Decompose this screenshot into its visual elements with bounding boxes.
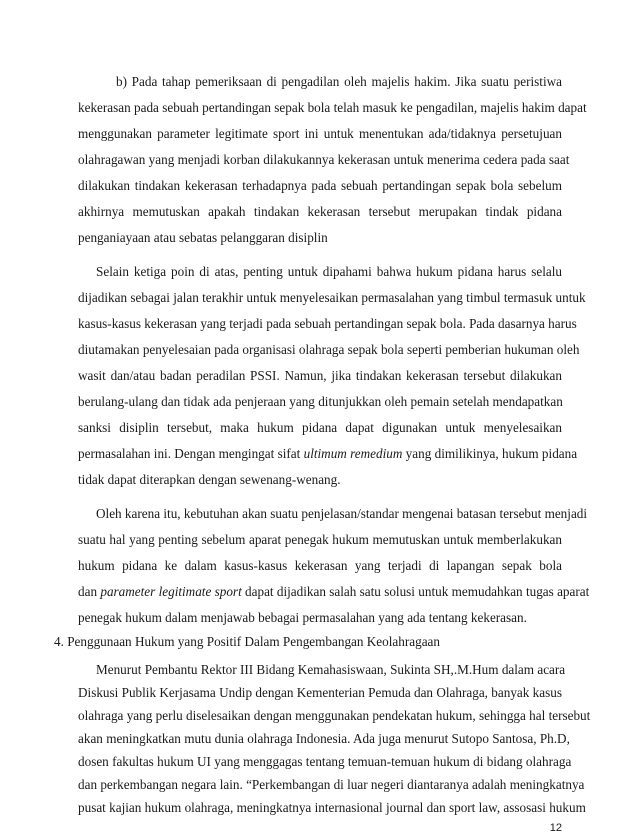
- text-run: dan: [78, 584, 101, 599]
- text-run: dapat dijadikan salah satu solusi untuk memudahkan tugas aparat: [241, 584, 590, 599]
- paragraph-line: akhirnya memutuskan apakah tindakan kekerasan tersebut merupakan tindak pidana: [78, 204, 562, 219]
- paragraph-line: penganiayaan atau sebatas pelanggaran disiplin: [78, 230, 328, 245]
- text-run: permasalahan ini. Dengan mengingat sifat: [78, 446, 304, 461]
- paragraph-line: Menurut Pembantu Rektor III Bidang Kemahasiswaan, Sukinta SH,.M.Hum dalam acara: [96, 662, 566, 677]
- section-heading: 4. Penggunaan Hukum yang Positif Dalam Pengembangan Keolahragaan: [54, 634, 441, 649]
- paragraph-line: [78, 446, 578, 462]
- paragraph-line: kekerasan pada sebuah pertandingan sepak bola telah masuk ke pengadilan, majelis hakim dapat: [78, 100, 587, 115]
- italic-term: parameter legitimate sport: [100, 584, 242, 599]
- paragraph-line: Oleh karena itu, kebutuhan akan suatu penjelasan/standar mengenai batasan tersebut menjadi: [96, 506, 588, 521]
- paragraph-line: olahraga yang perlu diselesaikan dengan menggunakan pendekatan hukum, sehingga hal tersebut: [78, 708, 591, 723]
- paragraph-line: wasit dan/atau badan peradilan PSSI. Namun, jika tindakan kekerasan tersebut dilakukan: [78, 368, 562, 383]
- paragraph-line: diutamakan penyelesaian pada organisasi olahraga sepak bola seperti pemberian hukuman oleh: [78, 342, 580, 357]
- paragraph-line: b) Pada tahap pemeriksaan di pengadilan oleh majelis hakim. Jika suatu peristiwa: [116, 74, 562, 89]
- page-number: 12: [549, 822, 562, 834]
- paragraph-line: sanksi disiplin tersebut, maka hukum pidana dapat digunakan untuk menyelesaikan: [78, 420, 562, 435]
- paragraph-line: tidak dapat diterapkan dengan sewenang-wenang.: [78, 472, 341, 487]
- paragraph-line: berulang-ulang dan tidak ada penjeraan yang ditunjukkan oleh pemain setelah mendapatkan: [78, 394, 563, 409]
- paragraph-line: akan meningkatkan mutu dunia olahraga Indonesia. Ada juga menurut Sutopo Santosa, Ph.D,: [78, 731, 570, 746]
- paragraph-line: dan perkembangan negara lain. “Perkembangan di luar negeri diantaranya adalah meningkatnya: [78, 777, 585, 792]
- paragraph-line: dosen fakultas hukum UI yang menggagas tentang temuan-temuan hukum di bidang olahraga: [78, 754, 572, 769]
- italic-term: ultimum remedium: [303, 446, 403, 461]
- text-run: yang dimilikinya, hukum pidana: [402, 446, 578, 461]
- paragraph-line: [78, 584, 590, 600]
- paragraph-line: suatu hal yang penting sebelum aparat penegak hukum memutuskan untuk memberlakukan: [78, 532, 562, 547]
- paragraph-line: Diskusi Publik Kerjasama Undip dengan Kementerian Pemuda dan Olahraga, banyak kasus: [78, 685, 562, 700]
- paragraph-line: dilakukan tindakan kekerasan terhadapnya pada sebuah pertandingan sepak bola sebelum: [78, 178, 562, 193]
- paragraph-line: hukum pidana ke dalam kasus-kasus kekerasan yang terjadi di lapangan sepak bola: [78, 558, 562, 573]
- paragraph-line: Selain ketiga poin di atas, penting untuk dipahami bahwa hukum pidana harus selalu: [96, 264, 562, 279]
- paragraph-line: kasus-kasus kekerasan yang terjadi pada sebuah pertandingan sepak bola. Pada dasarnya harus: [78, 316, 577, 331]
- paragraph-line: penegak hukum dalam menjawab bebagai permasalahan yang ada tentang kekerasan.: [78, 610, 527, 625]
- paragraph-line: dijadikan sebagai jalan terakhir untuk menyelesaikan permasalahan yang timbul termasuk untuk: [78, 290, 586, 305]
- paragraph-line: olahragawan yang menjadi korban dilakukannya kekerasan untuk menerima cedera pada saat: [78, 152, 570, 167]
- paragraph-line: menggunakan parameter legitimate sport ini untuk menentukan ada/tidaknya persetujuan: [78, 126, 562, 141]
- paragraph-line: pusat kajian hukum olahraga, meningkatnya internasional journal dan sport law, assosasi hukum: [78, 800, 586, 815]
